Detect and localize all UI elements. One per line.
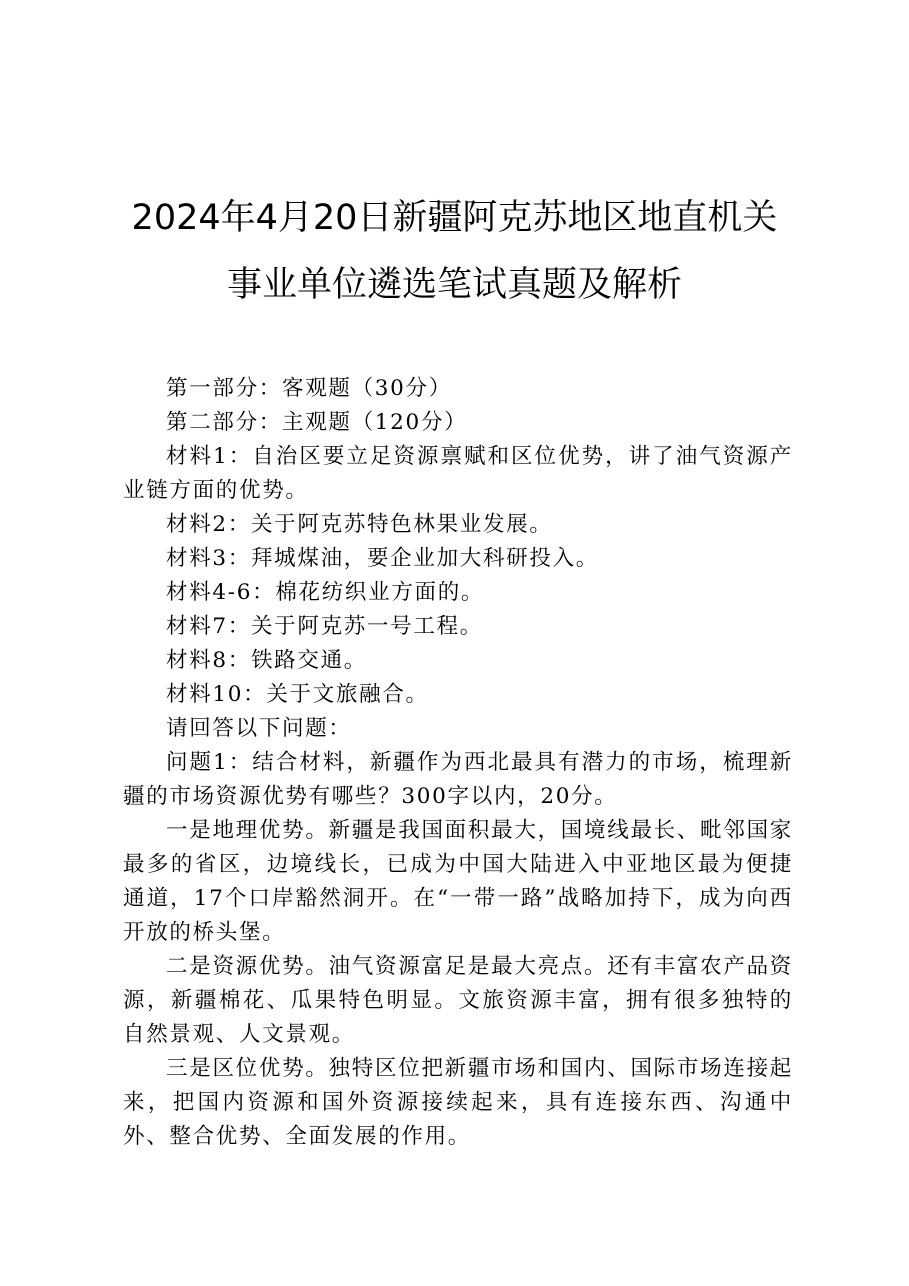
- paragraph-material-4-6: 材料4-6：棉花纺织业方面的。: [166, 580, 485, 605]
- paragraph-question-1: 问题1：结合材料，新疆作为西北最具有潜力的市场，梳理新疆的市场资源优势有哪些？300字以内，20分。: [123, 750, 793, 809]
- paragraph-material-7: 材料7：关于阿克苏一号工程。: [166, 614, 483, 639]
- paragraph-material-8: 材料8：铁路交通。: [166, 648, 367, 673]
- paragraph-material-3: 材料3：拜城煤油，要企业加大科研投入。: [166, 546, 599, 571]
- paragraph-material-2: 材料2：关于阿克苏特色林果业发展。: [166, 512, 553, 537]
- paragraph-material-1: 材料1：自治区要立足资源禀赋和区位优势，讲了油气资源产业链方面的优势。: [123, 444, 793, 503]
- paragraph-material-10: 材料10：关于文旅融合。: [166, 682, 429, 707]
- paragraph-answer-resources: 二是资源优势。油气资源富足是最大亮点。还有丰富农产品资源，新疆棉花、瓜果特色明显。文旅资源丰富，拥有很多独特的自然景观、人文景观。: [123, 954, 793, 1047]
- document-body: [123, 372, 793, 1154]
- paragraph-part-one: 第一部分：客观题（30分）: [166, 376, 452, 401]
- paragraph-instruction: 请回答以下问题：: [166, 716, 352, 741]
- paragraph-part-two: 第二部分：主观题（120分）: [166, 410, 468, 435]
- document-title-line-2: 事业单位遴选笔试真题及解析: [226, 265, 682, 305]
- paragraph-answer-location: 三是区位优势。独特区位把新疆市场和国内、国际市场连接起来，把国内资源和国外资源接续起来，具有连接东西、沟通中外、整合优势、全面发展的作用。: [123, 1056, 793, 1149]
- document-title-line-1: 2024年4月20日新疆阿克苏地区地直机关: [131, 198, 778, 238]
- paragraph-answer-geography: 一是地理优势。新疆是我国面积最大，国境线最长、毗邻国家最多的省区，边境线长，已成为中国大陆进入中亚地区最为便捷通道，17个口岸豁然洞开。在“一带一路”战略加持下，成为向西开放的桥头堡。: [123, 818, 793, 945]
